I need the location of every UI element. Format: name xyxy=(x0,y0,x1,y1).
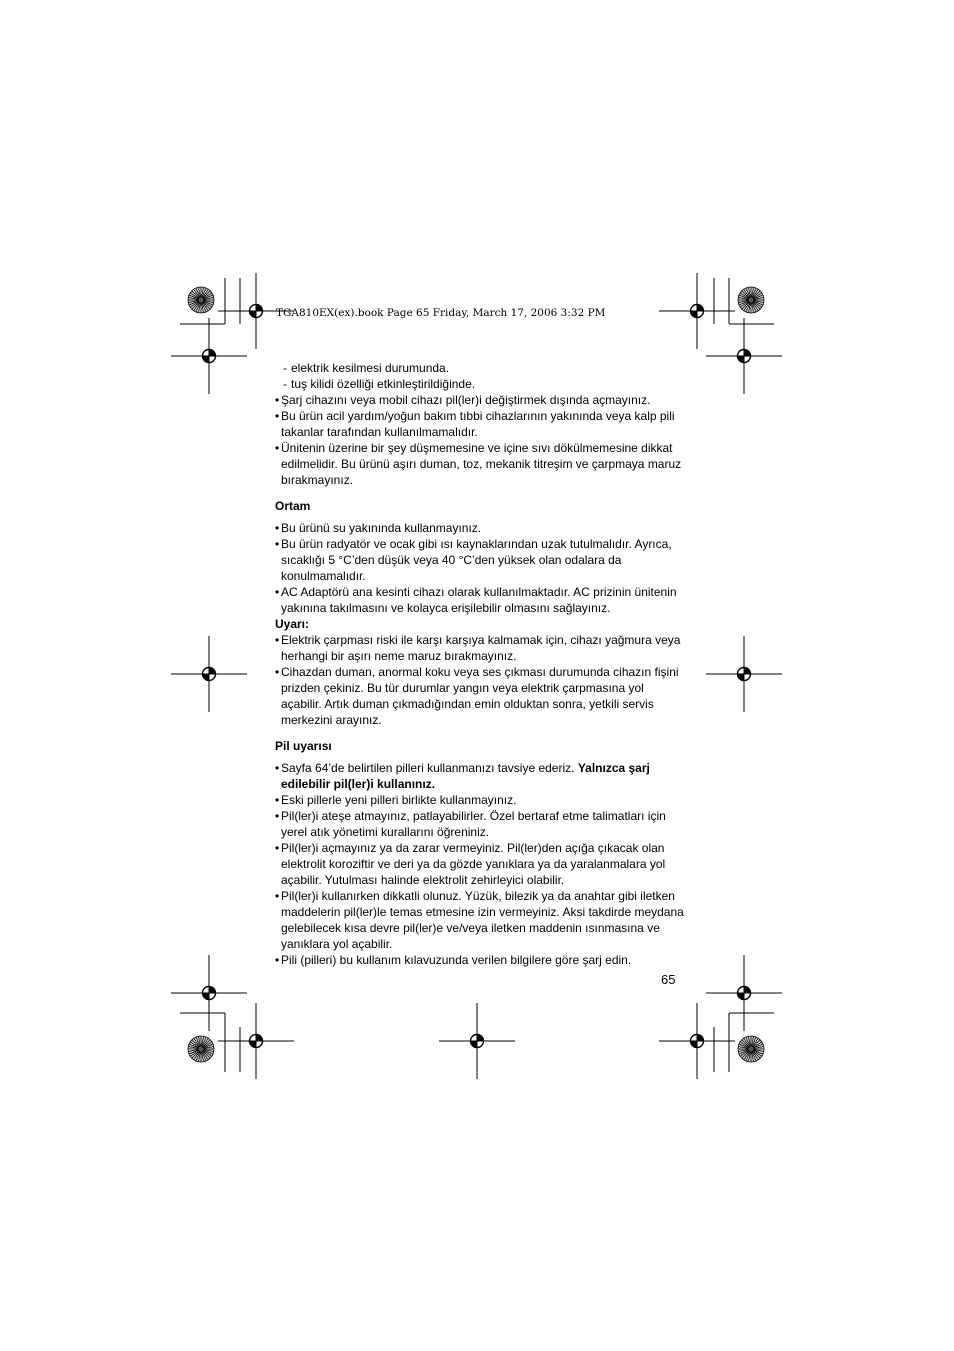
bullet-marker: • xyxy=(275,409,280,423)
list-item xyxy=(275,376,685,392)
list-item xyxy=(275,392,685,408)
dash-marker: - xyxy=(283,377,287,391)
list-item-text: AC Adaptörü ana kesinti cihazı olarak kullanılmaktadır. AC prizinin ünitenin yakınına takılmasını ve kolayca erişilebilir olmasını sağlayınız. xyxy=(281,585,677,615)
list-item xyxy=(275,520,685,536)
list-item-bold-text: Yalnızca şarj edilebilir pil(ler)i kullanınız. xyxy=(281,761,650,791)
list-item-text: Bu ürünü su yakınında kullanmayınız. xyxy=(281,521,482,535)
list-item-text: Ünitenin üzerine bir şey düşmemesine ve içine sıvı dökülmemesine dikkat edilmelidir. Bu ürünü aşırı duman, toz, mekanik titreşim ve çarpmaya maruz bırakmayınız. xyxy=(281,441,682,487)
bullet-marker: • xyxy=(275,953,280,967)
bullet-marker: • xyxy=(275,841,280,855)
page-content xyxy=(275,360,685,968)
bullet-marker: • xyxy=(275,761,280,775)
list-item xyxy=(275,360,685,376)
list-item-text: Pil(ler)i kullanırken dikkatli olunuz. Yüzük, bilezik ya da anahtar gibi iletken maddelerin pil(ler)le temas etmesine izin vermeyiniz. Aksi takdirde meydana gelebilecek kısa devre pil(ler)e ve/veya iletken maddenin ısınmasına ve yanıklara yol açabilir. xyxy=(281,889,684,951)
section-heading-ortam: Ortam xyxy=(275,499,311,513)
bullet-marker: • xyxy=(275,665,280,679)
list-item-text: Cihazdan duman, anormal koku veya ses çıkması durumunda cihazın fişini prizden çekiniz. Bu tür durumlar yangın veya elektrik çarpmasına yol açabilir. Artık duman çıkmadığından emin olduktan sonra, yetkili servis merkezini arayınız. xyxy=(281,665,679,727)
list-item-text: Elektrik çarpması riski ile karşı karşıya kalmamak için, cihazı yağmura veya herhangi bir aşırı neme maruz bırakmayınız. xyxy=(281,633,681,663)
list-item-text: elektrik kesilmesi durumunda. xyxy=(291,361,450,375)
list-item-text: Pili (pilleri) bu kullanım kılavuzunda verilen bilgilere göre şarj edin. xyxy=(281,953,632,967)
bullet-marker: • xyxy=(275,793,280,807)
list-item-text: Bu ürün acil yardım/yoğun bakım tıbbi cihazlarının yakınında veya kalp pili takanlar tarafından kullanılmamalıdır. xyxy=(281,409,675,439)
list-item xyxy=(275,664,685,728)
bullet-marker: • xyxy=(275,537,280,551)
list-item xyxy=(275,536,685,584)
list-item-text: Pil(ler)i açmayınız ya da zarar vermeyiniz. Pil(ler)den açığa çıkacak olan elektrolit koroziftir ve deri ya da gözde yanıklara ya da yaralanmalara yol açabilir. Yutulması halinde elektrolit zehirleyici olabilir. xyxy=(281,841,666,887)
list-item xyxy=(275,584,685,616)
list-item-text: tuş kilidi özelliği etkinleştirildiğinde. xyxy=(291,377,476,391)
list-item-text: Bu ürün radyatör ve ocak gibi ısı kaynaklarından uzak tutulmalıdır. Ayrıca, sıcaklığı 5 °C’den düşük veya 40 °C’den yüksek olan odalara da konulmamalıdır. xyxy=(281,537,672,583)
list-item xyxy=(275,888,685,952)
dash-marker: - xyxy=(283,361,287,375)
bullet-marker: • xyxy=(275,585,280,599)
list-item xyxy=(275,792,685,808)
book-header-line: TGA810EX(ex).book Page 65 Friday, March 17, 2006 3:32 PM xyxy=(276,307,606,319)
list-item xyxy=(275,440,685,488)
list-item xyxy=(275,808,685,840)
list-item-text: Sayfa 64’de belirtilen pilleri kullanmanızı tavsiye ederiz. xyxy=(281,761,578,775)
warning-heading: Uyarı: xyxy=(275,617,310,631)
list-item xyxy=(275,840,685,888)
list-item xyxy=(275,952,685,968)
list-item xyxy=(275,760,685,792)
bullet-marker: • xyxy=(275,633,280,647)
bullet-marker: • xyxy=(275,393,280,407)
list-item xyxy=(275,408,685,440)
list-item-text: Şarj cihazını veya mobil cihazı pil(ler)i değiştirmek dışında açmayınız. xyxy=(281,393,651,407)
section-heading-pil-uyarisi: Pil uyarısı xyxy=(275,739,332,753)
bullet-marker: • xyxy=(275,521,280,535)
list-item-text: Eski pillerle yeni pilleri birlikte kullanmayınız. xyxy=(281,793,517,807)
page-number: 65 xyxy=(661,972,676,987)
bullet-marker: • xyxy=(275,441,280,455)
bullet-marker: • xyxy=(275,889,280,903)
list-item xyxy=(275,632,685,664)
list-item-text: Pil(ler)i ateşe atmayınız, patlayabilirler. Özel bertaraf etme talimatları için yerel atık yönetimi kurallarını öğreniniz. xyxy=(281,809,666,839)
bullet-marker: • xyxy=(275,809,280,823)
